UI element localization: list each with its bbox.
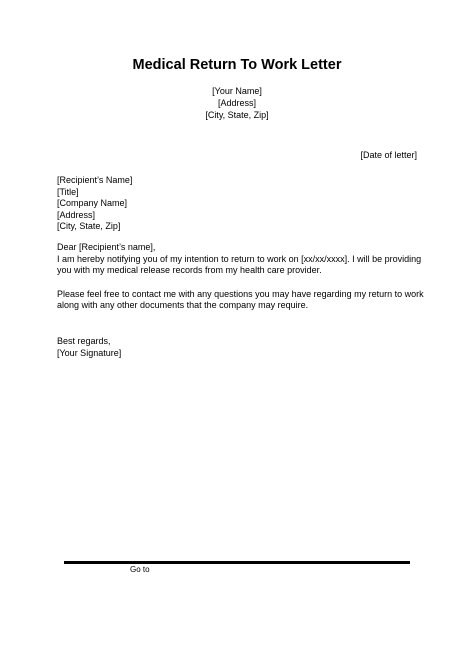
paragraph-2-line-1: Please feel free to contact me with any questions you may have regarding my return to work [57, 288, 424, 299]
salutation-paragraph [57, 242, 427, 277]
go-to-link[interactable]: Go to [130, 565, 150, 574]
letter-date: [Date of letter] [360, 150, 417, 160]
paragraph-2-line-2: along with any other documents that the company may require. [57, 300, 309, 310]
recipient-city-state-zip: [City, State, Zip] [57, 221, 121, 231]
recipient-company: [Company Name] [57, 198, 128, 208]
page-title: Medical Return To Work Letter [132, 57, 342, 73]
sender-address: [Address] [217, 98, 257, 108]
recipient-title: [Title] [57, 186, 79, 197]
sender-city-state-zip: [City, State, Zip] [205, 110, 269, 120]
closing-phrase: Best regards, [57, 336, 111, 346]
recipient-name: [Recipient’s Name] [57, 175, 133, 185]
signature-placeholder: [Your Signature] [57, 347, 122, 358]
paragraph-1-line-1: I am hereby notifying you of my intention to return to work on [xx/xx/xxxx]. I will be providing [57, 253, 422, 264]
recipient-address: [Address] [57, 209, 96, 220]
paragraph-1-line-2: you with my medical release records from my health care provider. [57, 265, 322, 275]
closing-block [57, 336, 121, 359]
recipient-address-block [57, 175, 132, 233]
letter-body [57, 242, 427, 324]
sender-address-block [0, 85, 474, 121]
sender-name: [Your Name] [212, 86, 262, 96]
footer-divider [64, 561, 410, 564]
paragraph-2 [57, 289, 427, 312]
salutation: Dear [Recipient’s name], [57, 242, 156, 252]
